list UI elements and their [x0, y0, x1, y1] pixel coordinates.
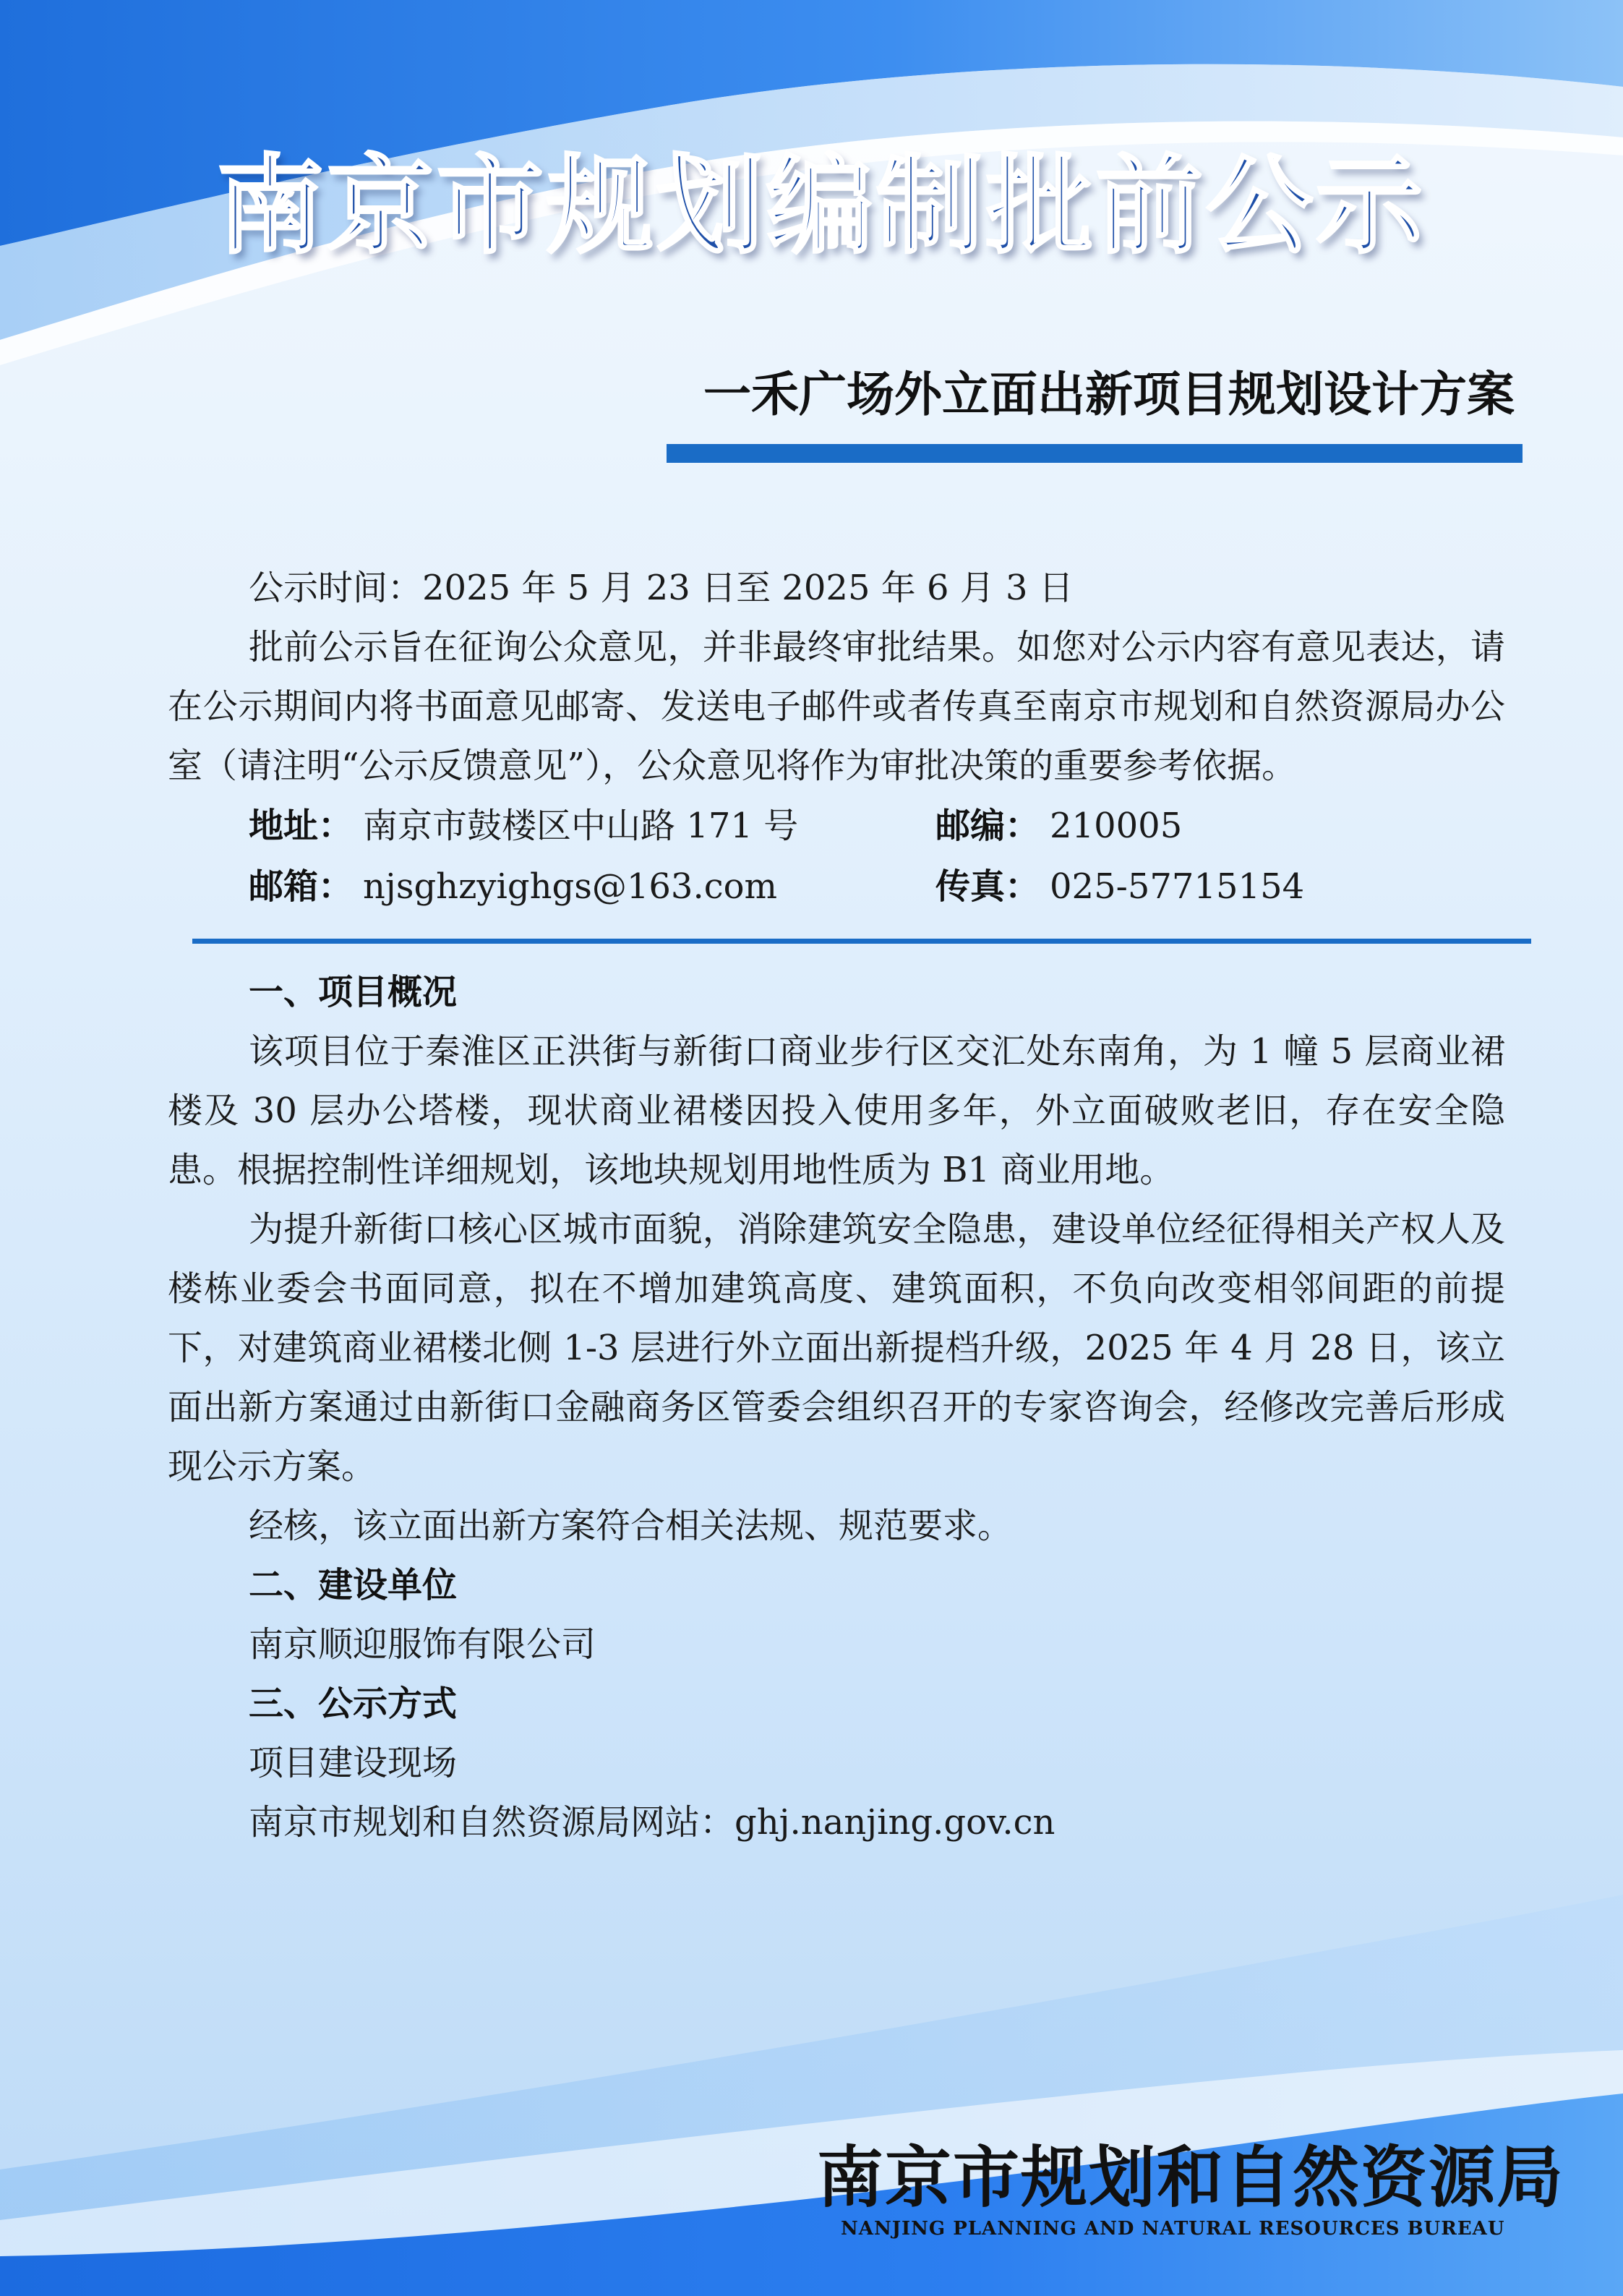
address-label: 地址：: [249, 806, 354, 846]
fax-label: 传真：: [935, 866, 1040, 907]
notice-intro: 批前公示旨在征询公众意见，并非最终审批结果。如您对公示内容有意见表达，请在公示期间内将书面意见邮寄、发送电子邮件或者传真至南京市规划和自然资源局办公室（请注明“公示反馈意见”），公众意见将作为审批决策的重要参考依据。: [168, 627, 1505, 786]
method-item-site: 项目建设现场: [249, 1743, 458, 1783]
contact-row-address: [168, 795, 1505, 856]
overview-paragraph-3: 经核，该立面出新方案符合相关法规、规范要求。: [249, 1506, 1013, 1546]
method-heading: 三、公示方式: [249, 1683, 458, 1724]
sub-title: 一禾广场外立面出新项目规划设计方案: [703, 366, 1515, 422]
bureau-name-en: NANJING PLANNING AND NATURAL RESOURCES BUREAU: [841, 2218, 1505, 2240]
section-divider: [192, 939, 1531, 944]
email-value: njsghzyighgs@163.com: [363, 866, 778, 907]
postcode-value: 210005: [1050, 806, 1183, 846]
bureau-name-cn: 南京市规划和自然资源局: [817, 2138, 1565, 2216]
email-label: 邮箱：: [249, 866, 354, 907]
postcode-label: 邮编：: [935, 806, 1040, 846]
email-cell: [249, 857, 935, 916]
builder-heading: 二、建设单位: [249, 1565, 458, 1605]
overview-heading: 一、项目概况: [249, 972, 458, 1012]
notice-body: [168, 558, 1505, 1852]
address-value: 南京市鼓楼区中山路 171 号: [363, 806, 799, 846]
main-title: 南京市规划编制批前公示: [217, 144, 1426, 268]
postcode-cell: [935, 796, 1182, 855]
contact-row-email: [168, 856, 1505, 917]
overview-paragraph-2: 为提升新街口核心区城市面貌，消除建筑安全隐患，建设单位经征得相关产权人及楼栋业委会书面同意，拟在不增加建筑高度、建筑面积，不负向改变相邻间距的前提下，对建筑商业裙楼北侧 1-3 层进行外立面出新提档升级，2025 年 4 月 28 日，该立面出新方案通过由新街口金融商务区管委会组织召开的专家咨询会，经修改完善后形成现公示方案。: [168, 1209, 1505, 1487]
notice-period: 公示时间：2025 年 5 月 23 日至 2025 年 6 月 3 日: [249, 568, 1074, 608]
title-underline-bar: [667, 444, 1523, 463]
fax-cell: [935, 857, 1304, 916]
method-item-website: 南京市规划和自然资源局网站：ghj.nanjing.gov.cn: [249, 1802, 1055, 1843]
fax-value: 025-57715154: [1050, 866, 1305, 907]
overview-paragraph-1: 该项目位于秦淮区正洪街与新街口商业步行区交汇处东南角，为 1 幢 5 层商业裙楼及 30 层办公塔楼，现状商业裙楼因投入使用多年，外立面破败老旧，存在安全隐患。根据控制性详细规划，该地块规划用地性质为 B1 商业用地。: [168, 1031, 1505, 1190]
builder-name: 南京顺迎服饰有限公司: [249, 1624, 596, 1665]
address-cell: [249, 796, 935, 855]
